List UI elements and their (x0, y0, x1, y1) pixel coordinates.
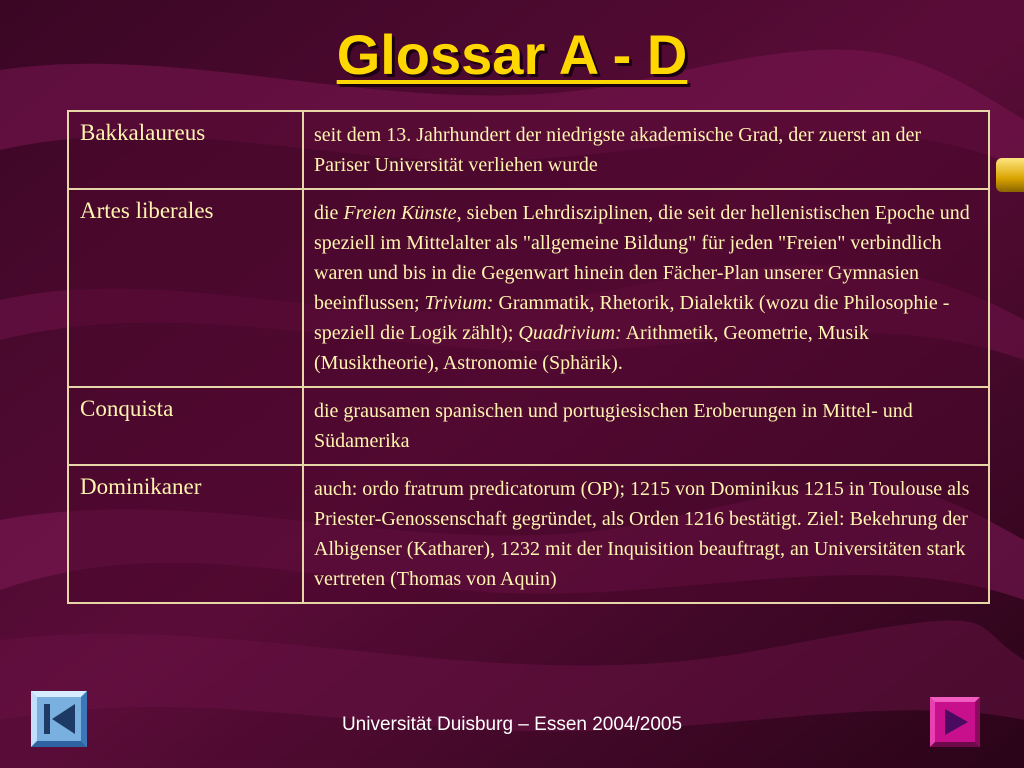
definition-text: die grausamen spanischen und portugiesischen Eroberungen in Mittel- und Südamerika (314, 400, 913, 452)
glossary-row (68, 111, 989, 189)
definition-emphasis: Freien Künste, (343, 202, 462, 224)
glossary-term: Dominikaner (68, 465, 303, 603)
definition-emphasis: Quadrivium: (518, 322, 622, 344)
glossary-row (68, 189, 989, 387)
glossary-definition (303, 189, 989, 387)
glossary-term: Conquista (68, 387, 303, 465)
glossary-row (68, 465, 989, 603)
footer-text: Universität Duisburg – Essen 2004/2005 (341, 714, 683, 735)
definition-text: Grammatik, Rhetorik, Dialektik (wozu die Philosophie - speziell die Logik zählt); (314, 292, 950, 344)
definition-emphasis: Trivium: (424, 292, 494, 314)
glossary-row (68, 387, 989, 465)
definition-text: Arithmetik, Geometrie, Musik (Musiktheorie), Astronomie (Sphärik). (314, 322, 869, 374)
glossary-definition (303, 111, 989, 189)
decorative-gold-tab (996, 158, 1024, 192)
glossary-definition (303, 465, 989, 603)
page-title: Glossar A - D (336, 23, 688, 86)
glossary-term: Artes liberales (68, 189, 303, 387)
definition-text: auch: ordo fratrum predicatorum (OP); 1215 von Dominikus 1215 in Toulouse als Priester-Genossenschaft gegründet, als Orden 1216 bestätigt. Ziel: Bekehrung der Albigenser (Katharer), 1232 mit der Inquisition beauftragt, an Universitäten stark vertreten (Thomas von Aquin) (314, 478, 970, 590)
glossary-term: Bakkalaureus (68, 111, 303, 189)
definition-text: seit dem 13. Jahrhundert der niedrigste akademische Grad, der zuerst an der Pariser Universität verliehen wurde (314, 124, 921, 176)
glossary-table (67, 110, 990, 604)
definition-text: sieben Lehrdisziplinen, die seit der hellenistischen Epoche und speziell im Mittelalter als "allgemeine Bildung" für jeden "Freien" verbindlich waren und bis in die Gegenwart hinein den Fächer-Plan unserer Gymnasien beeinflussen; (314, 202, 970, 314)
definition-text: die (314, 202, 344, 224)
glossary-definition (303, 387, 989, 465)
